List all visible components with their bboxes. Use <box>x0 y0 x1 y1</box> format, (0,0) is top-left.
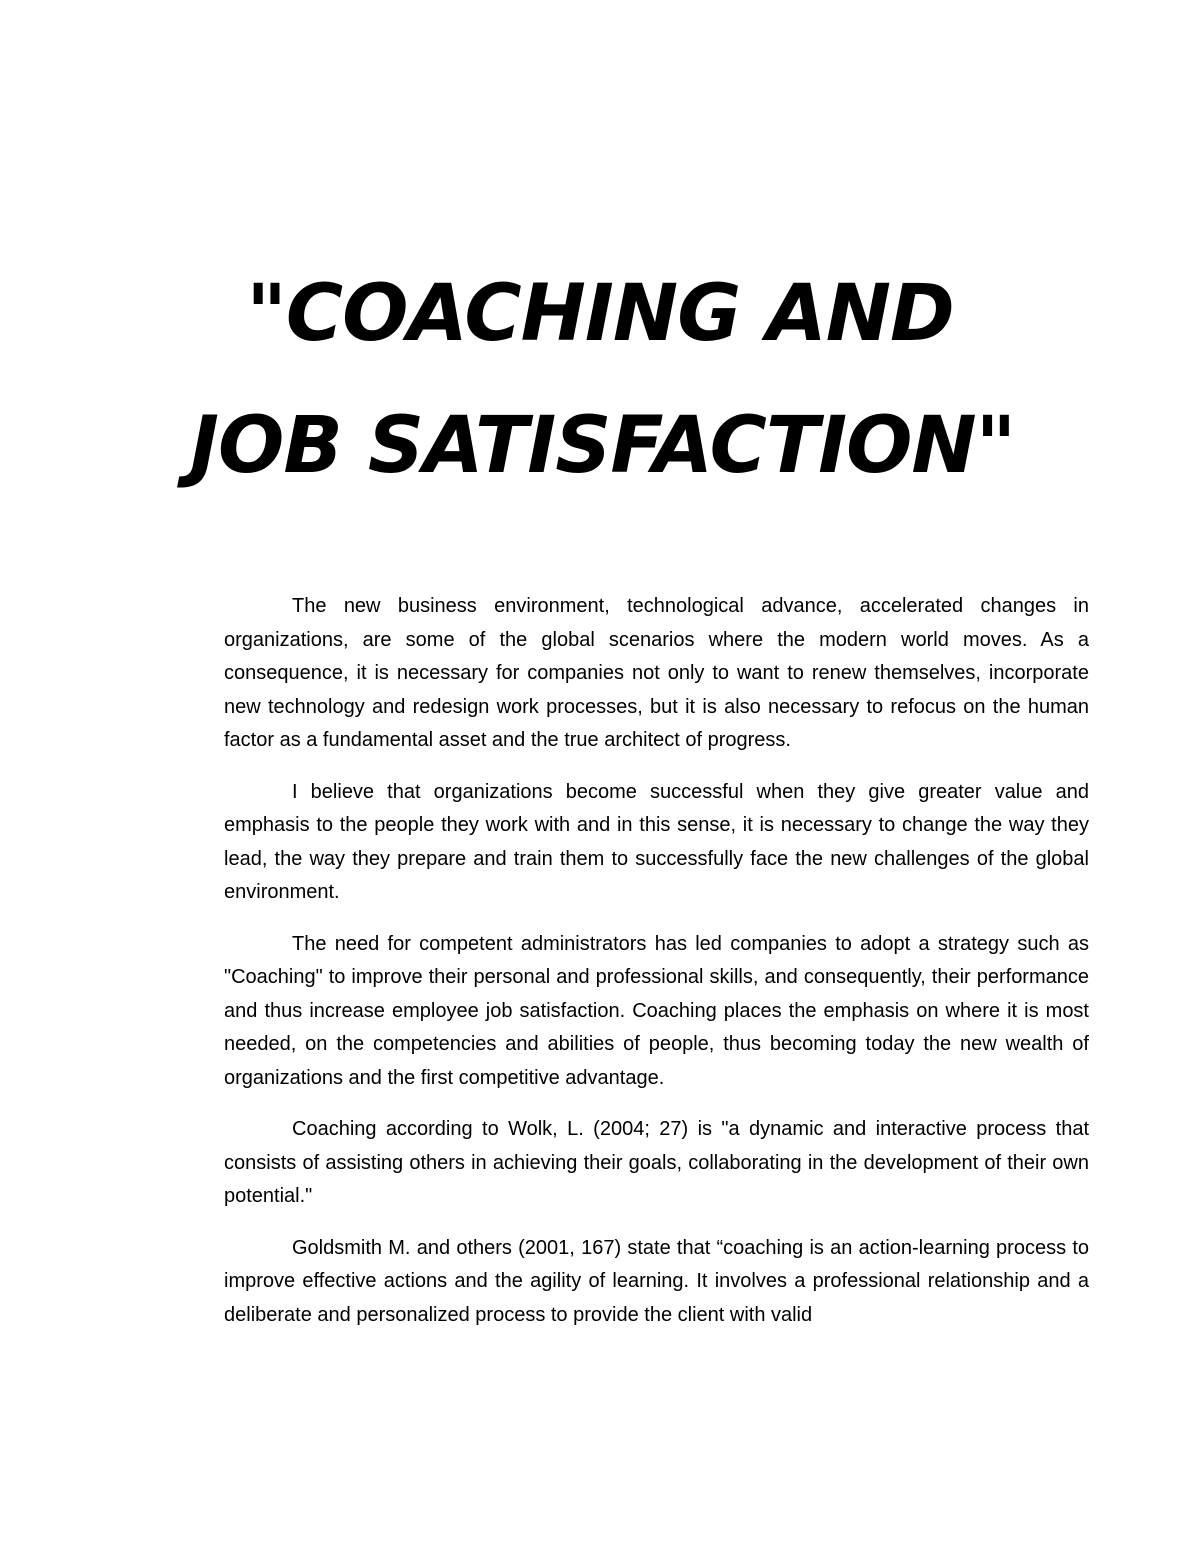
paragraph-4: Coaching according to Wolk, L. (2004; 27) is "a dynamic and interactive process that consists of assisting others in achieving their goals, collaborating in the development of their own potential." <box>224 1118 1089 1207</box>
paragraph-3: The need for competent administrators has led companies to adopt a strategy such as "Coaching" to improve their personal and professional skills, and consequently, their performance and thus increase employee job satisfaction. Coaching places the emphasis on where it is most needed, on the competencies and abilities of people, thus becoming today the new wealth of organizations and the first competitive advantage. <box>224 932 1089 1089</box>
document-title <box>190 248 1016 512</box>
title-line-2: JOB SATISFACTION" <box>190 401 1016 491</box>
paragraph-5: Goldsmith M. and others (2001, 167) state that “coaching is an action-learning process to improve effective actions and the agility of learning. It involves a professional relationship and a deliberate and personalized process to provide the client with valid <box>224 1236 1089 1326</box>
paragraph-1: The new business environment, technological advance, accelerated changes in organizations, are some of the global scenarios where the modern world moves. As a consequence, it is necessary for companies not only to want to renew themselves, incorporate new technology and redesign work processes, but it is also necessary to refocus on the human factor as a fundamental asset and the true architect of progress. <box>224 595 1089 751</box>
paragraph-2: I believe that organizations become successful when they give greater value and emphasis to the people they work with and in this sense, it is necessary to change the way they lead, the way they prepare and train them to successfully face the new challenges of the global environment. <box>224 780 1089 903</box>
document-body <box>224 590 1089 1350</box>
title-line-1: "COACHING AND <box>246 269 954 359</box>
